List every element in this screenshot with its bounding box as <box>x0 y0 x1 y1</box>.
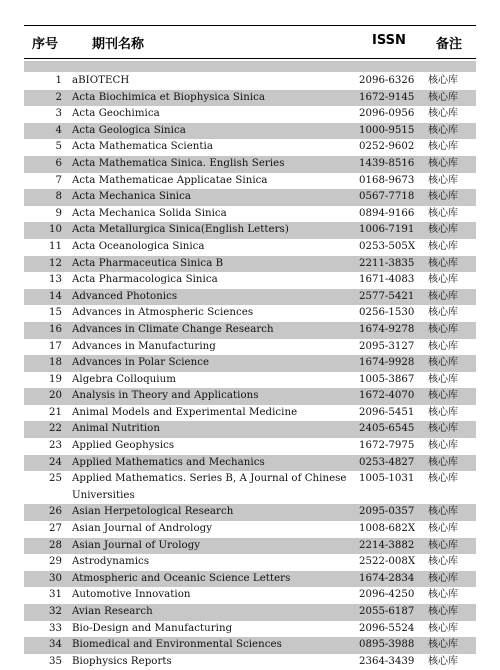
table-row <box>24 587 476 604</box>
row-issn: 2096-6326 <box>359 75 415 86</box>
row-number: 12 <box>49 257 62 269</box>
row-note: 核心库 <box>428 506 458 518</box>
top-rule <box>24 25 476 26</box>
row-number: 2 <box>55 91 62 103</box>
row-journal-name: Applied Mathematics and Mechanics <box>72 456 265 468</box>
row-issn: 0567-7718 <box>359 191 415 203</box>
row-number: 4 <box>55 124 62 136</box>
table-row <box>24 471 476 504</box>
row-note: 核心库 <box>428 556 458 568</box>
table-row <box>24 355 476 372</box>
row-journal-name: Biophysics Reports <box>72 655 172 667</box>
row-number: 25 <box>49 473 62 485</box>
row-journal-name: Acta Mathematicae Applicatae Sinica <box>72 174 268 186</box>
table-row <box>24 438 476 455</box>
row-issn: 1006-7191 <box>359 224 415 236</box>
row-issn: 2096-4250 <box>359 589 415 601</box>
row-number: 21 <box>49 406 62 418</box>
row-issn: 1672-7975 <box>359 440 415 452</box>
row-issn: 2095-0357 <box>359 506 415 518</box>
table-row <box>24 554 476 571</box>
row-issn: 1671-4083 <box>359 274 415 286</box>
row-note: 核心库 <box>428 357 458 369</box>
row-issn: 1674-9278 <box>359 323 415 335</box>
row-journal-name: Advances in Manufacturing <box>72 340 216 352</box>
table-row <box>24 637 476 654</box>
header-spacer-band <box>24 61 476 72</box>
row-issn: 0253-4827 <box>359 456 415 468</box>
row-number: 6 <box>55 157 62 169</box>
row-issn: 1439-8516 <box>359 157 415 169</box>
row-issn: 2522-008X <box>359 556 416 568</box>
row-note: 核心库 <box>428 606 458 617</box>
row-journal-name: Applied Geophysics <box>72 440 175 452</box>
row-note: 核心库 <box>428 290 458 302</box>
table-row <box>24 455 476 472</box>
table-row <box>24 571 476 588</box>
row-number: 33 <box>49 622 62 634</box>
row-journal-name: Algebra Colloquium <box>72 373 176 385</box>
row-number: 22 <box>49 423 62 435</box>
row-journal-name: Advances in Polar Science <box>72 357 210 369</box>
row-note: 核心库 <box>428 622 458 634</box>
row-note: 核心库 <box>428 406 458 418</box>
header-note: 备注 <box>436 37 463 52</box>
row-number: 9 <box>55 207 62 219</box>
row-journal-name: Animal Nutrition <box>72 423 160 435</box>
row-note: 核心库 <box>428 124 458 136</box>
row-issn: 2055-6187 <box>359 606 415 617</box>
row-note: 核心库 <box>428 456 458 468</box>
table-row <box>24 604 476 621</box>
table-row <box>24 189 476 206</box>
table-row <box>24 239 476 256</box>
row-note: 核心库 <box>428 655 458 667</box>
row-journal-name: Advances in Atmospheric Sciences <box>72 307 254 319</box>
table-row <box>24 322 476 339</box>
table-row <box>24 538 476 555</box>
table-body <box>24 73 476 670</box>
row-number: 28 <box>49 539 62 551</box>
table-row <box>24 106 476 123</box>
row-journal-name: Astrodynamics <box>72 556 150 568</box>
table-row <box>24 123 476 140</box>
row-number: 14 <box>49 290 62 302</box>
row-journal-name: Automotive Innovation <box>72 589 191 601</box>
row-number: 5 <box>55 141 62 153</box>
row-journal-name: Acta Biochimica et Biophysica Sinica <box>72 91 266 103</box>
row-issn: 1005-3867 <box>359 373 415 385</box>
row-note: 核心库 <box>428 473 458 485</box>
row-note: 核心库 <box>428 91 458 103</box>
row-issn: 2364-3439 <box>359 655 415 667</box>
table-row <box>24 256 476 273</box>
row-journal-name: Asian Journal of Andrology <box>72 523 213 535</box>
row-journal-name: Acta Metallurgica Sinica(English Letters) <box>72 224 289 236</box>
row-number: 11 <box>49 240 62 252</box>
row-issn: 2211-3835 <box>359 257 415 269</box>
row-journal-name: Acta Oceanologica Sinica <box>72 240 205 252</box>
row-note: 核心库 <box>428 224 458 236</box>
row-note: 核心库 <box>428 174 458 186</box>
table-row <box>24 521 476 538</box>
row-journal-name: Atmospheric and Oceanic Science Letters <box>72 572 291 584</box>
row-issn: 0168-9673 <box>359 174 415 186</box>
row-note: 核心库 <box>428 207 458 219</box>
row-journal-name: Analysis in Theory and Applications <box>72 390 259 402</box>
row-journal-name: Animal Models and Experimental Medicine <box>72 406 298 418</box>
row-note: 核心库 <box>428 108 458 120</box>
table-row <box>24 173 476 190</box>
row-journal-name: Acta Geochimica <box>72 108 160 120</box>
table-row <box>24 272 476 289</box>
row-note: 核心库 <box>428 390 458 402</box>
table-row <box>24 156 476 173</box>
row-number: 7 <box>55 174 62 186</box>
header-rule <box>24 58 476 59</box>
row-note: 核心库 <box>428 423 458 435</box>
table-row <box>24 388 476 405</box>
row-issn: 2214-3882 <box>359 539 415 551</box>
row-issn: 0256-1530 <box>359 307 415 319</box>
row-number: 18 <box>49 357 62 369</box>
row-issn: 0895-3988 <box>359 639 415 651</box>
table-row <box>24 421 476 438</box>
row-journal-name: Applied Mathematics. Series B, A Journal of Chinese Universities <box>72 473 347 501</box>
row-issn: 0252-9602 <box>359 141 415 153</box>
row-number: 16 <box>49 323 62 335</box>
header-journal-name: 期刊名称 <box>92 37 145 52</box>
table-row <box>24 621 476 638</box>
row-journal-name: Acta Mathematica Scientia <box>72 141 213 153</box>
row-issn: 1005-1031 <box>359 473 415 485</box>
row-number: 31 <box>49 589 62 601</box>
row-number: 34 <box>49 639 62 651</box>
row-number: 30 <box>49 572 62 584</box>
table-row <box>24 339 476 356</box>
table-row <box>24 405 476 422</box>
row-journal-name: Bio-Design and Manufacturing <box>72 622 233 634</box>
table-row <box>24 139 476 156</box>
row-issn: 0253-505X <box>359 240 416 252</box>
row-journal-name: Asian Herpetological Research <box>72 506 234 518</box>
header-number: 序号 <box>32 37 59 52</box>
table-row <box>24 90 476 107</box>
row-journal-name: Advances in Climate Change Research <box>72 323 274 335</box>
row-journal-name: Biomedical and Environmental Sciences <box>72 639 282 651</box>
row-issn: 2577-5421 <box>359 290 415 302</box>
row-number: 35 <box>49 655 62 667</box>
row-number: 24 <box>49 456 62 468</box>
row-journal-name: Asian Journal of Urology <box>72 539 201 551</box>
row-journal-name: Avian Research <box>72 606 153 617</box>
row-number: 29 <box>49 556 62 568</box>
row-note: 核心库 <box>428 340 458 352</box>
row-issn: 2096-0956 <box>359 108 415 120</box>
row-note: 核心库 <box>428 157 458 169</box>
row-number: 15 <box>49 307 62 319</box>
table-row <box>24 504 476 521</box>
row-issn: 1000-9515 <box>359 124 415 136</box>
row-journal-name: Acta Mathematica Sinica. English Series <box>72 157 285 169</box>
row-note: 核心库 <box>428 639 458 651</box>
row-journal-name: Acta Geologica Sinica <box>72 124 186 136</box>
row-issn: 2096-5451 <box>359 406 415 418</box>
row-number: 17 <box>49 340 62 352</box>
row-note: 核心库 <box>428 572 458 584</box>
header-issn: ISSN <box>372 33 406 48</box>
row-number: 8 <box>55 191 62 203</box>
row-issn: 1672-9145 <box>359 91 415 103</box>
row-note: 核心库 <box>428 523 458 535</box>
row-number: 23 <box>49 440 62 452</box>
row-note: 核心库 <box>428 589 458 601</box>
row-issn: 0894-9166 <box>359 207 415 219</box>
table-row <box>24 73 476 90</box>
table-header <box>0 30 500 52</box>
row-journal-name: Acta Pharmaceutica Sinica B <box>72 257 224 269</box>
row-number: 10 <box>49 224 62 236</box>
row-journal-name: Acta Pharmacologica Sinica <box>72 274 218 286</box>
row-note: 核心库 <box>428 440 458 452</box>
row-note: 核心库 <box>428 373 458 385</box>
row-note: 核心库 <box>428 141 458 153</box>
row-issn: 1008-682X <box>359 523 416 535</box>
row-note: 核心库 <box>428 274 458 286</box>
row-number: 3 <box>55 108 62 120</box>
row-note: 核心库 <box>428 323 458 335</box>
table-row <box>24 289 476 306</box>
table-row <box>24 654 476 670</box>
row-issn: 2096-5524 <box>359 622 415 634</box>
row-number: 13 <box>49 274 62 286</box>
table-row <box>24 305 476 322</box>
table-row <box>24 206 476 223</box>
row-issn: 1674-2834 <box>359 572 415 584</box>
row-issn: 1672-4070 <box>359 390 415 402</box>
row-note: 核心库 <box>428 75 458 86</box>
row-number: 19 <box>49 373 62 385</box>
row-note: 核心库 <box>428 307 458 319</box>
row-issn: 1674-9928 <box>359 357 415 369</box>
row-journal-name: Advanced Photonics <box>72 290 178 302</box>
row-number: 32 <box>49 606 62 617</box>
row-number: 26 <box>49 506 62 518</box>
row-number: 1 <box>55 75 62 86</box>
row-number: 27 <box>49 523 62 535</box>
row-note: 核心库 <box>428 257 458 269</box>
row-note: 核心库 <box>428 240 458 252</box>
table-row <box>24 372 476 389</box>
row-issn: 2405-6545 <box>359 423 415 435</box>
row-journal-name: aBIOTECH <box>72 75 130 86</box>
table-row <box>24 222 476 239</box>
row-journal-name: Acta Mechanica Sinica <box>72 191 191 203</box>
row-note: 核心库 <box>428 539 458 551</box>
row-number: 20 <box>49 390 62 402</box>
row-journal-name: Acta Mechanica Solida Sinica <box>72 207 227 219</box>
row-issn: 2095-3127 <box>359 340 415 352</box>
row-note: 核心库 <box>428 191 458 203</box>
